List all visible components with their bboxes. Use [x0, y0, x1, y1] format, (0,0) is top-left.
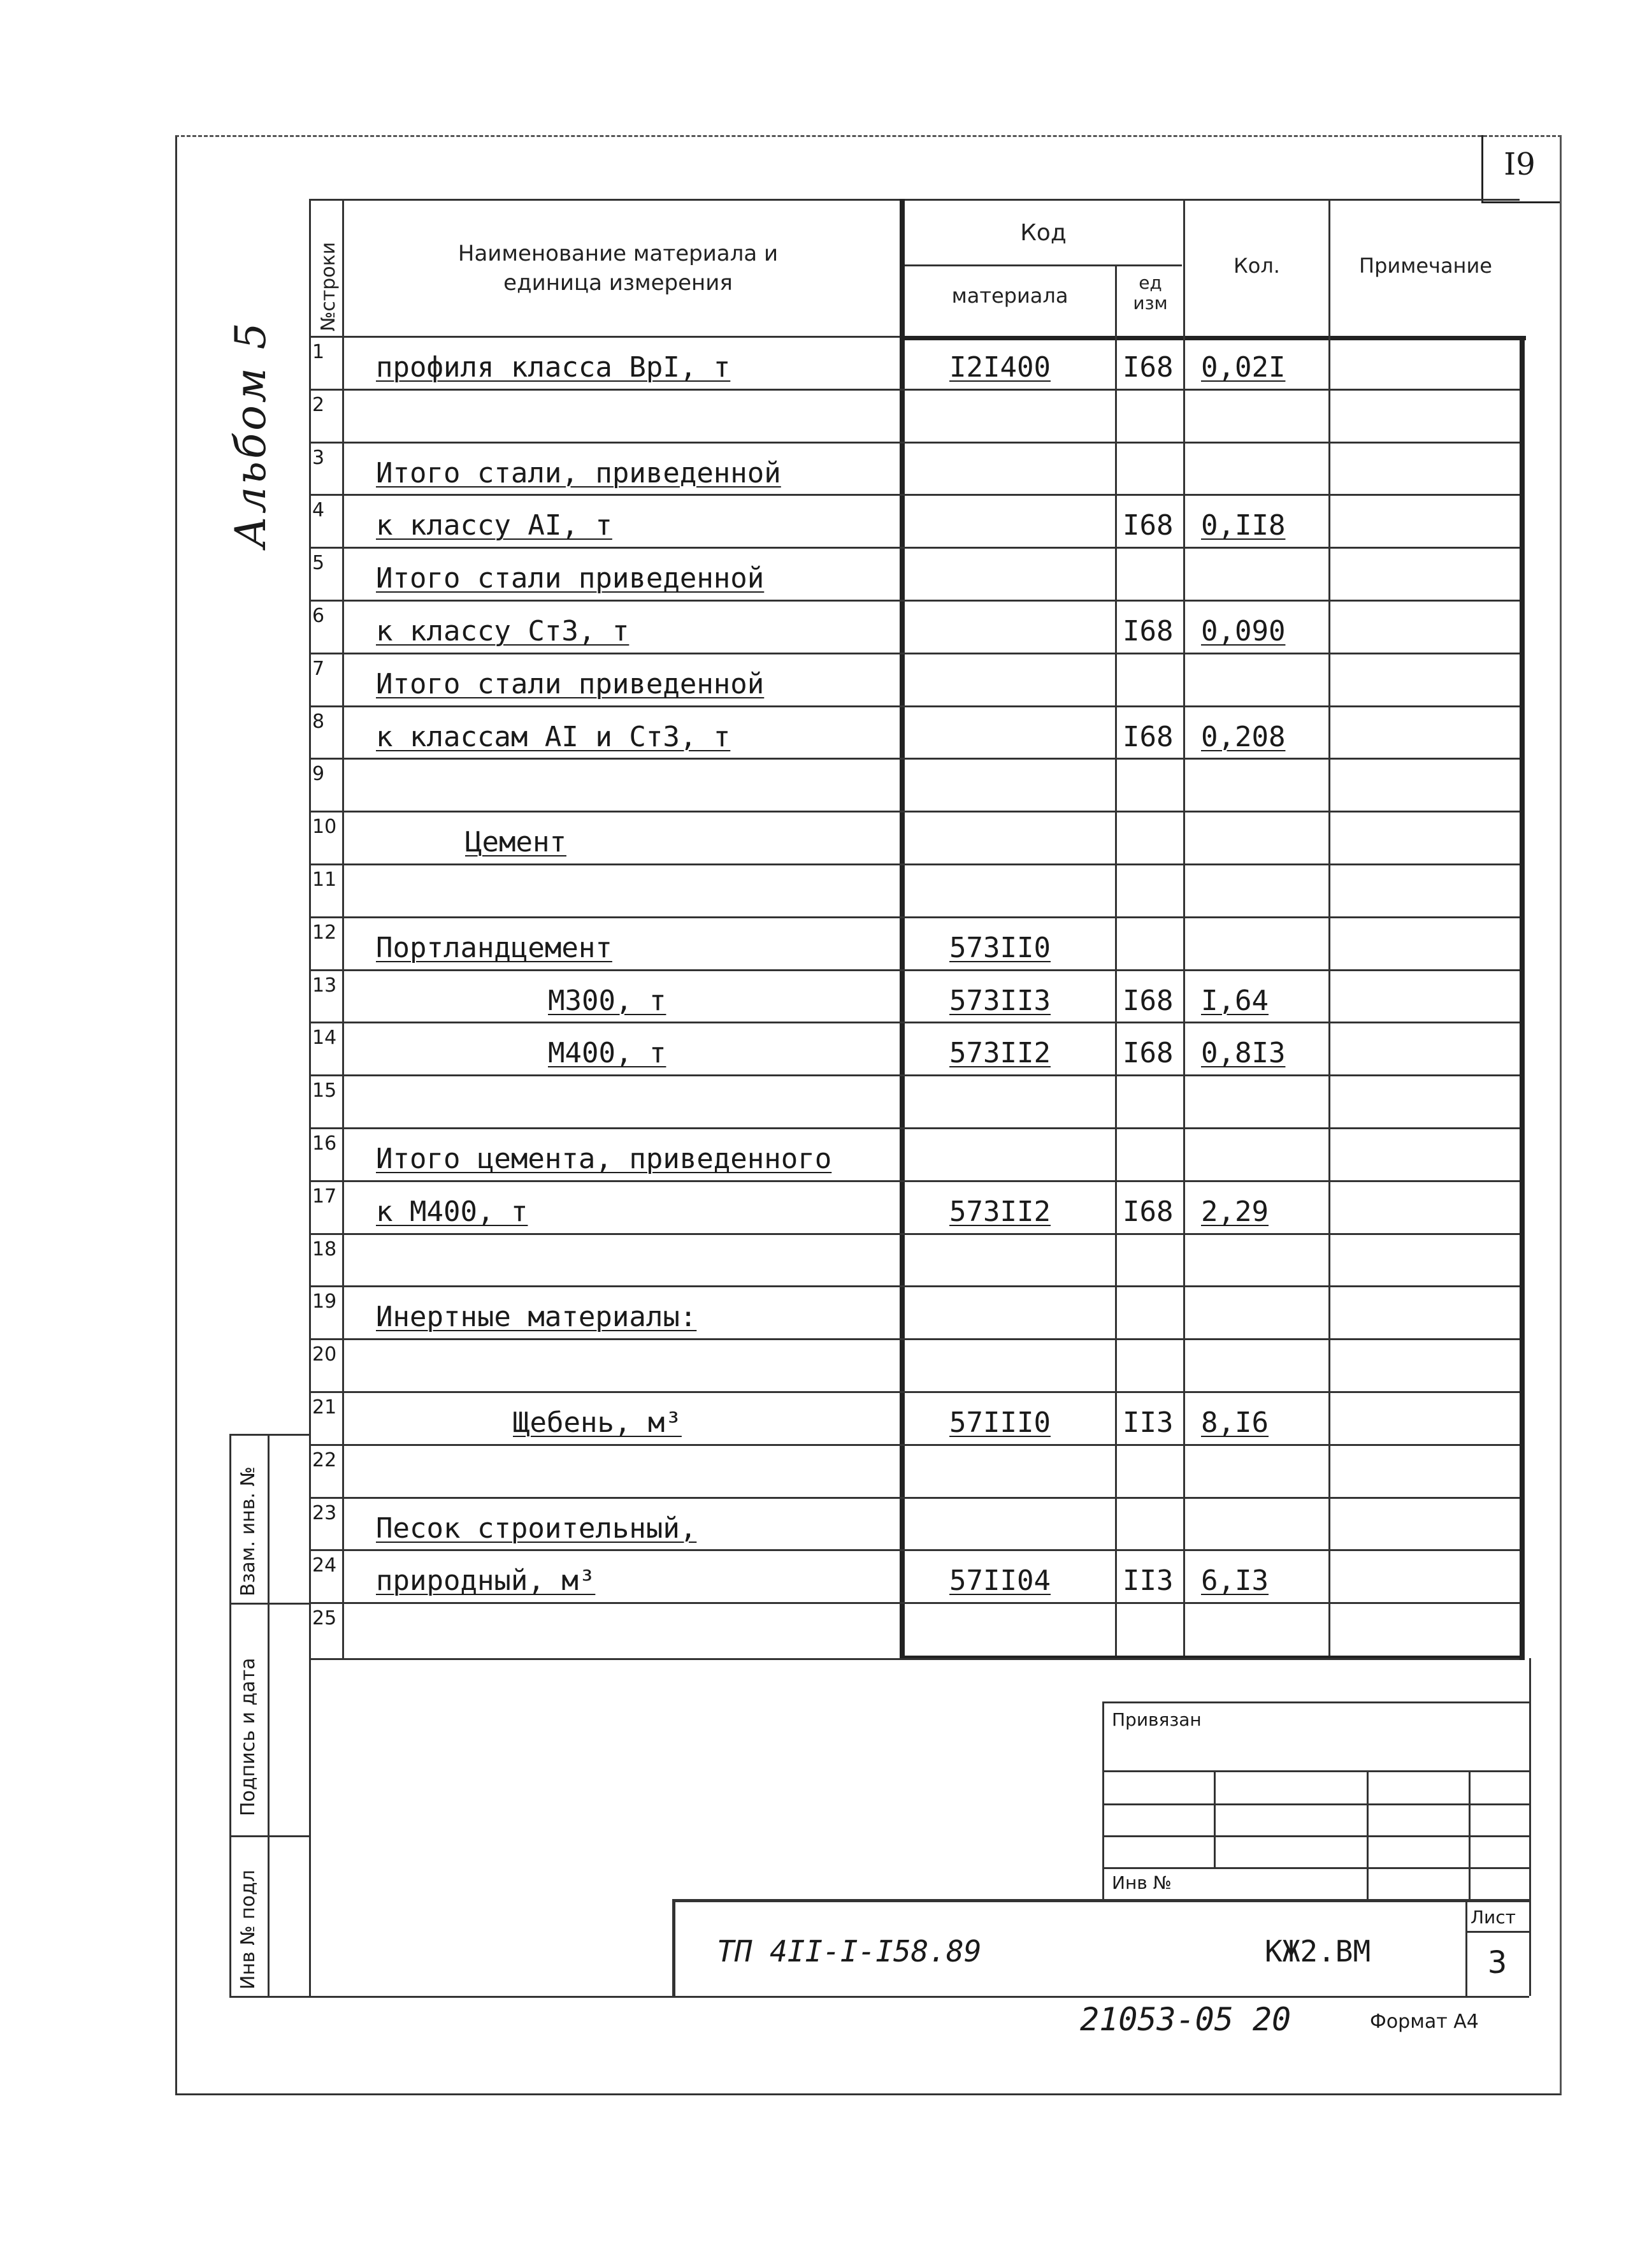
sheet-number: I9	[1504, 147, 1536, 182]
list-label-line	[1465, 1931, 1529, 1933]
inv-no-label: Инв №	[1112, 1872, 1172, 1893]
row-quantity: 0,090	[1201, 615, 1286, 647]
row-separator	[309, 442, 1520, 444]
row-number: 14	[312, 1027, 337, 1050]
row-number: 16	[312, 1132, 337, 1155]
row-number: 23	[312, 1501, 337, 1524]
row-separator	[309, 811, 1520, 813]
titleblock-bottom	[309, 1996, 1529, 1998]
row-material-code: 573II2	[949, 1037, 1051, 1070]
header-qty: Кол.	[1234, 254, 1280, 278]
row-number: 1	[312, 341, 325, 363]
row-name: М400, т	[548, 1037, 666, 1070]
material-divider-thick	[900, 199, 905, 1658]
list-label: Лист	[1471, 1907, 1516, 1928]
row-name: к классам АI и Ст3, т	[376, 720, 731, 753]
row-name: к классу Ст3, т	[376, 615, 630, 647]
side-stamp-top	[229, 1434, 309, 1436]
row-separator	[309, 1127, 1520, 1129]
row-number: 9	[312, 763, 325, 786]
row-material-code: 57III0	[949, 1406, 1051, 1439]
privyazan-line1	[1102, 1770, 1529, 1772]
row-quantity: 8,I6	[1201, 1406, 1269, 1439]
code-subheader-line	[902, 264, 1182, 266]
privyazan-line3	[1102, 1835, 1529, 1837]
row-unit-code: I68	[1123, 509, 1174, 542]
unit-divider	[1115, 264, 1117, 1658]
privyazan-line2	[1102, 1803, 1529, 1805]
row-separator	[309, 1391, 1520, 1393]
row-separator	[309, 705, 1520, 707]
row-separator	[309, 1602, 1520, 1604]
row-separator	[309, 969, 1520, 971]
side-label-inv: Инв № подл	[237, 1870, 259, 1990]
row-number: 13	[312, 974, 337, 997]
row-separator	[309, 1022, 1520, 1023]
header-name: Наименование материала и единица измерения	[457, 241, 779, 296]
header-code-unit: ед изм	[1133, 272, 1168, 314]
right-border-thick	[1520, 336, 1525, 1658]
row-unit-code: I68	[1123, 1037, 1174, 1070]
row-quantity: 0,02I	[1201, 351, 1286, 384]
side-stamp-bottom	[229, 1996, 309, 1998]
header-rownum: №строки	[317, 242, 340, 331]
doc-mark: КЖ2.ВМ	[1265, 1934, 1371, 1968]
row-number: 5	[312, 552, 325, 575]
row-number: 6	[312, 605, 325, 627]
row-separator	[309, 653, 1520, 654]
row-unit-code: I68	[1123, 351, 1174, 384]
row-material-code: 573II0	[949, 931, 1051, 964]
row-quantity: 0,II8	[1201, 509, 1286, 542]
row-name: профиля класса ВрI, т	[376, 351, 731, 384]
row-number: 11	[312, 869, 337, 891]
row-separator	[309, 547, 1520, 549]
row-name: Итого стали приведенной	[376, 562, 765, 595]
doc-code: ТП 4II-I-I58.89	[717, 1934, 982, 1968]
row-name: к М400, т	[376, 1195, 528, 1228]
privyazan-col2	[1367, 1770, 1369, 1899]
row-number: 7	[312, 657, 325, 680]
side-label-podpis: Подпись и дата	[237, 1658, 259, 1816]
row-name: Цемент	[465, 826, 566, 859]
row-quantity: 2,29	[1201, 1195, 1269, 1228]
header-bottom-line	[309, 336, 902, 338]
row-name: к классу АI, т	[376, 509, 612, 542]
privyazan-line4	[1102, 1867, 1529, 1869]
row-name: природный, м³	[376, 1564, 596, 1598]
header-code-material: материала	[951, 284, 1068, 308]
row-separator	[309, 1444, 1520, 1446]
album-label: Альбом 5	[226, 320, 275, 548]
row-unit-code: I68	[1123, 720, 1174, 753]
row-material-code: I2I400	[949, 351, 1051, 384]
row-number: 22	[312, 1448, 337, 1471]
header-rownum-cell	[315, 204, 340, 331]
row-number: 20	[312, 1343, 337, 1366]
row-number: 19	[312, 1290, 337, 1313]
row-separator	[309, 1549, 1520, 1551]
row-number: 17	[312, 1185, 337, 1208]
title-strip-left	[672, 1899, 675, 1996]
page-frame	[175, 135, 1562, 2095]
header-bottom-thick	[902, 336, 1526, 340]
row-number: 25	[312, 1607, 337, 1630]
privyazan-col3	[1469, 1770, 1471, 1899]
row-quantity: 6,I3	[1201, 1564, 1269, 1598]
list-number: 3	[1487, 1945, 1507, 1981]
row-name: М300, т	[548, 984, 666, 1017]
side-label-vzam: Взам. инв. №	[237, 1466, 259, 1596]
row-separator	[309, 1233, 1520, 1235]
row-name: Портландцемент	[376, 931, 612, 964]
titleblock-right	[1529, 1658, 1531, 1996]
row-material-code: 57II04	[949, 1564, 1051, 1598]
row-number: 2	[312, 393, 325, 416]
row-quantity: 0,8I3	[1201, 1037, 1286, 1070]
row-number: 15	[312, 1080, 337, 1102]
row-number: 24	[312, 1554, 337, 1577]
row-number: 21	[312, 1396, 337, 1419]
row-number: 8	[312, 710, 325, 733]
row-name: Итого цемента, приведенного	[376, 1143, 832, 1175]
row-separator	[309, 1497, 1520, 1499]
row-separator	[309, 1338, 1520, 1340]
privyazan-top	[1102, 1701, 1529, 1703]
header-code: Код	[1020, 220, 1067, 246]
qty-divider	[1183, 199, 1185, 1658]
row-unit-code: I68	[1123, 984, 1174, 1017]
row-separator	[309, 494, 1520, 496]
row-unit-code: II3	[1123, 1564, 1174, 1598]
privyazan-label: Привязан	[1112, 1709, 1202, 1730]
rownum-divider	[342, 199, 344, 1658]
row-separator	[309, 758, 1520, 760]
format-label: Формат А4	[1370, 2011, 1479, 2033]
note-divider	[1328, 199, 1330, 1658]
row-separator	[309, 600, 1520, 602]
side-stamp-outer	[229, 1434, 231, 1996]
side-stamp-line1	[229, 1603, 309, 1605]
row-unit-code: II3	[1123, 1406, 1174, 1439]
row-name: Инертные материалы:	[376, 1301, 697, 1334]
title-strip-top	[672, 1899, 1529, 1902]
side-stamp-line2	[229, 1835, 309, 1837]
row-separator	[309, 389, 1520, 391]
row-separator	[309, 863, 1520, 865]
left-border	[309, 199, 311, 1996]
row-name: Щебень, м³	[513, 1406, 682, 1439]
row-number: 4	[312, 499, 325, 522]
privyazan-left	[1102, 1701, 1104, 1899]
row-number: 12	[312, 921, 337, 944]
row-separator	[309, 916, 1520, 918]
row-name: Итого стали, приведенной	[376, 456, 781, 489]
row-number: 10	[312, 816, 337, 839]
row-separator	[309, 1285, 1520, 1287]
archive-number: 21053-05 20	[1080, 2001, 1291, 2038]
row-separator	[309, 1074, 1520, 1076]
row-material-code: 573II3	[949, 984, 1051, 1017]
row-name: Итого стали приведенной	[376, 667, 765, 700]
side-stamp-inner	[268, 1434, 270, 1996]
row-unit-code: I68	[1123, 615, 1174, 647]
row-number: 3	[312, 446, 325, 469]
row-name: Песок строительный,	[376, 1512, 697, 1545]
table-bottom-line	[309, 1658, 1520, 1660]
privyazan-col1	[1214, 1770, 1216, 1867]
row-number: 18	[312, 1238, 337, 1260]
row-unit-code: I68	[1123, 1195, 1174, 1228]
row-separator	[309, 1180, 1520, 1182]
row-quantity: I,64	[1201, 984, 1269, 1017]
row-quantity: 0,208	[1201, 720, 1286, 753]
table-top-border	[309, 199, 1520, 201]
header-note: Примечание	[1359, 254, 1492, 278]
row-material-code: 573II2	[949, 1195, 1051, 1228]
